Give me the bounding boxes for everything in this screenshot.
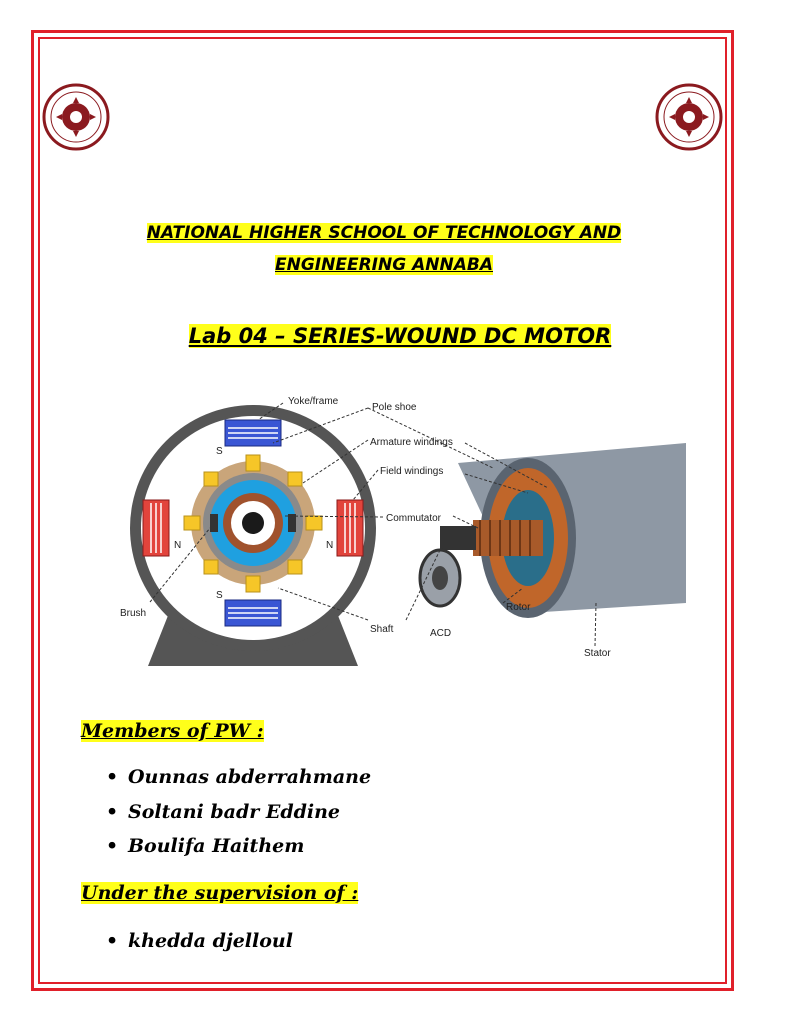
rotor-commutator [473, 520, 543, 556]
svg-text:Shaft: Shaft [370, 624, 394, 635]
school-name-line2: ENGINEERING ANNABA [275, 255, 493, 275]
svg-text:Brush: Brush [120, 608, 147, 619]
school-name-line1: NATIONAL HIGHER SCHOOL OF TECHNOLOGY AND [146, 223, 622, 243]
list-item: • Soltani badr Eddine [106, 801, 371, 836]
lab-title: Lab 04 – SERIES-WOUND DC MOTOR [188, 324, 612, 348]
members-heading: Members of PW : [81, 720, 264, 742]
svg-text:N: N [326, 540, 334, 551]
brush-left [210, 514, 218, 532]
svg-text:Pole shoe: Pole shoe [372, 402, 417, 413]
dc-motor-figure [120, 388, 686, 668]
list-item: • Ounnas abderrahmane [106, 766, 371, 801]
university-logo-right [655, 83, 723, 151]
svg-text:Commutator: Commutator [386, 513, 442, 524]
supervision-heading: Under the supervision of : [81, 882, 359, 904]
svg-text:S: S [216, 590, 223, 601]
shaft-bearing [440, 526, 476, 550]
university-logo-left [42, 83, 110, 151]
list-item: • Boulifa Haithem [106, 835, 371, 870]
brush-right [288, 514, 296, 532]
svg-text:Field windings: Field windings [380, 466, 444, 477]
svg-text:Stator: Stator [584, 648, 611, 659]
svg-text:S: S [216, 446, 223, 457]
svg-text:Rotor: Rotor [506, 602, 531, 613]
supervisor-list [106, 930, 293, 965]
members-list [106, 766, 371, 870]
svg-text:N: N [174, 540, 182, 551]
svg-text:Armature windings: Armature windings [370, 437, 453, 448]
shaft-center [242, 512, 264, 534]
svg-text:Yoke/frame: Yoke/frame [288, 396, 339, 407]
svg-text:ACD: ACD [430, 628, 452, 639]
list-item: • khedda djelloul [106, 930, 293, 965]
